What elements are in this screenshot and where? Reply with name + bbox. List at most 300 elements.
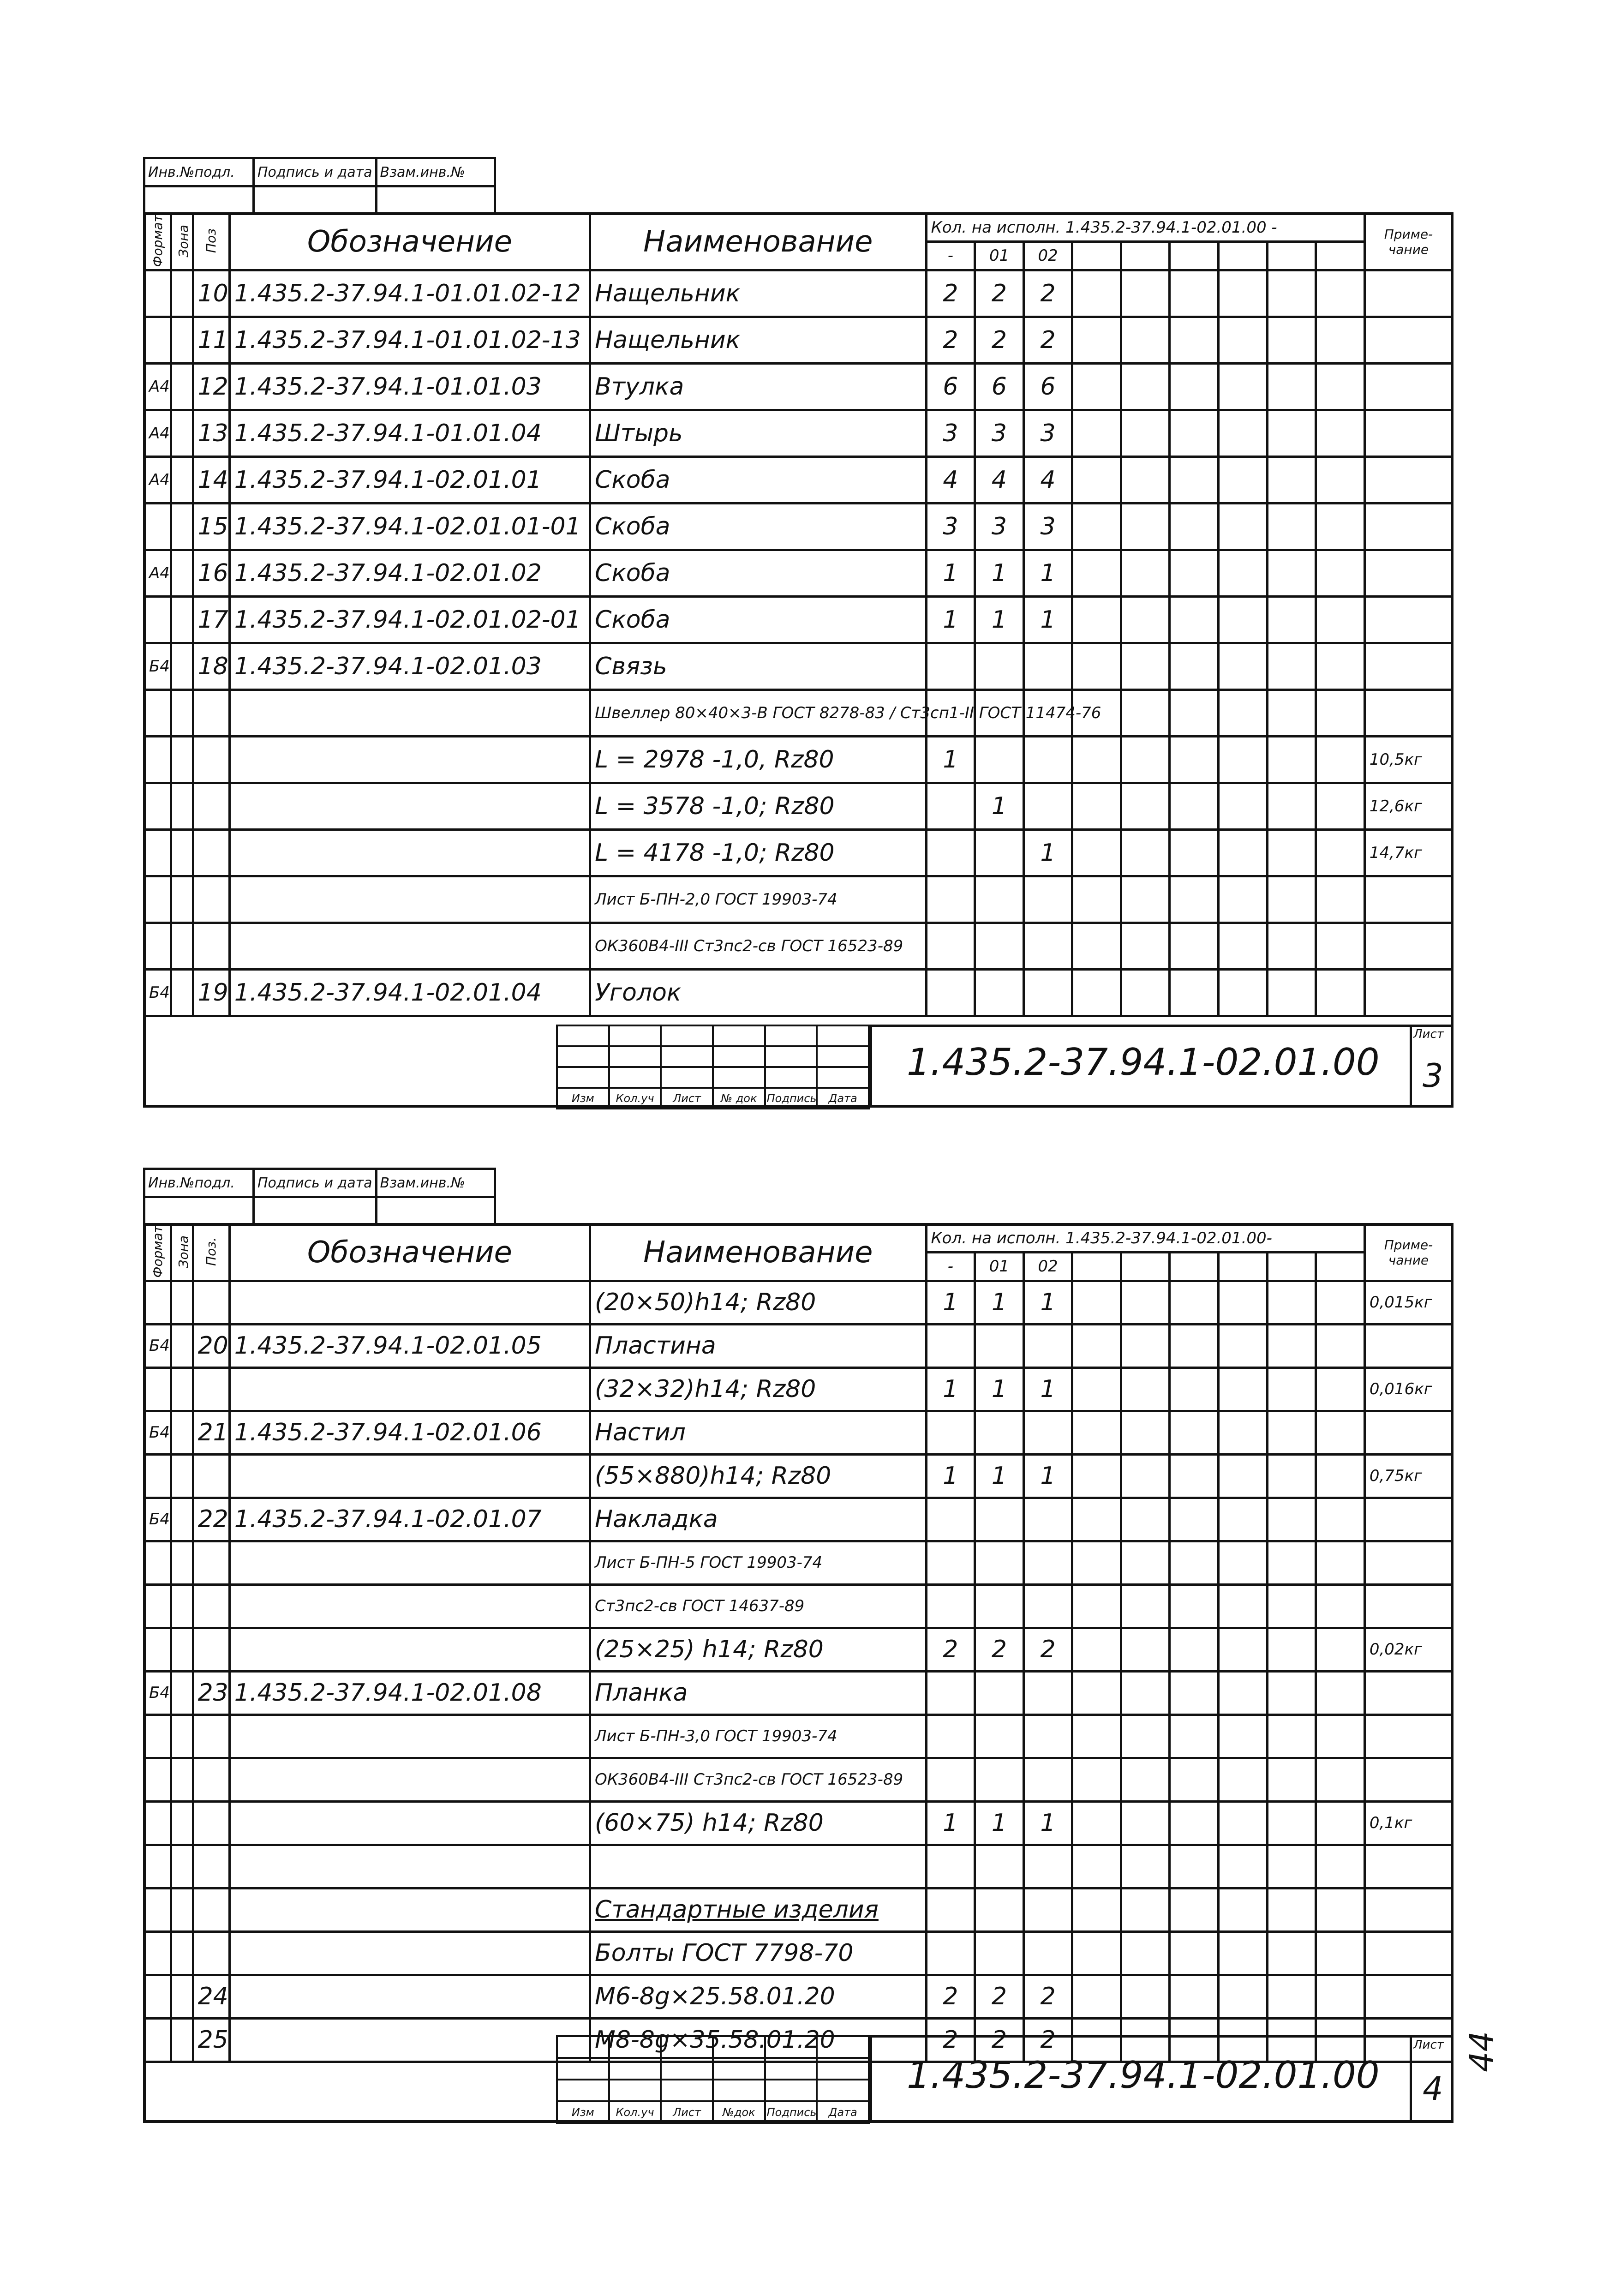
- position-cell: 25: [193, 2018, 229, 2062]
- qty-cell-empty: [1072, 643, 1121, 689]
- sheet-label: Лист: [1413, 2038, 1444, 2052]
- qty-cell-empty: [1170, 783, 1219, 829]
- note-cell: [1364, 456, 1452, 503]
- qty-cell-empty: [1219, 1975, 1268, 2018]
- format-cell: Б4: [144, 969, 171, 1016]
- qty-cell: [926, 1584, 975, 1628]
- format-cell: [144, 2018, 171, 2062]
- zone-cell: [171, 363, 193, 410]
- qty-cell-empty: [1072, 503, 1121, 550]
- qty-cell: [975, 1888, 1024, 1931]
- qty-cell: 6: [926, 363, 975, 410]
- qty-cell-empty: [1267, 1801, 1316, 1845]
- qty-cell-empty: [1267, 876, 1316, 923]
- note-cell: [1364, 876, 1452, 923]
- col-qty-header: Кол. на исполн. 1.435.2-37.94.1-02.01.00-: [926, 1224, 1364, 1253]
- qty-cell: [975, 1671, 1024, 1715]
- format-cell: [144, 876, 171, 923]
- qty-cell-empty: [1121, 876, 1170, 923]
- qty-cell-empty: [1121, 596, 1170, 643]
- qty-cell: [975, 923, 1024, 969]
- note-cell: [1364, 1411, 1452, 1454]
- position-cell: 16: [193, 550, 229, 596]
- table-row: [144, 503, 1453, 550]
- table-row: [144, 1324, 1453, 1367]
- tb-label: Кол.уч: [609, 1088, 661, 1109]
- inv-cell: Подпись и дата: [254, 1169, 377, 1197]
- designation-cell: [229, 1454, 590, 1498]
- qty-cell: [926, 1758, 975, 1801]
- qty-cell-empty: [1072, 456, 1121, 503]
- qty-cell-empty: [1316, 1671, 1365, 1715]
- position-cell: [193, 1715, 229, 1758]
- qty-cell-empty: [1170, 503, 1219, 550]
- qty-cell: [1023, 1324, 1072, 1367]
- designation-cell: 1.435.2-37.94.1-02.01.06: [229, 1411, 590, 1454]
- qty-cell: 4: [1023, 456, 1072, 503]
- qty-cell-empty: [1072, 1454, 1121, 1498]
- position-cell: [193, 1801, 229, 1845]
- note-cell: 10,5кг: [1364, 736, 1452, 783]
- qty-cell-empty: [1219, 1931, 1268, 1975]
- qty-cell: 1: [1023, 1454, 1072, 1498]
- table-row: [144, 1541, 1453, 1584]
- qty-cell: [926, 1498, 975, 1541]
- note-cell: 0,015кг: [1364, 1281, 1452, 1324]
- qty-cell-empty: [1121, 1758, 1170, 1801]
- qty-cell-empty: [1121, 1845, 1170, 1888]
- qty-cell-empty: [1121, 1584, 1170, 1628]
- qty-cell-empty: [1072, 876, 1121, 923]
- sheet-number: 4: [1423, 2070, 1443, 2108]
- col-pos: Поз: [193, 214, 229, 270]
- qty-cell: [975, 643, 1024, 689]
- qty-cell-empty: [1316, 876, 1365, 923]
- qty-cell-empty: [1219, 1324, 1268, 1367]
- qty-cell-empty: [1316, 1411, 1365, 1454]
- designation-cell: [229, 1541, 590, 1584]
- col-zone: Зона: [171, 1224, 193, 1281]
- qty-cell-empty: [1316, 503, 1365, 550]
- col-note: Приме-чание: [1364, 1224, 1452, 1281]
- format-cell: Б4: [144, 1324, 171, 1367]
- qty-cell-empty: [1170, 1584, 1219, 1628]
- zone-cell: [171, 550, 193, 596]
- qty-cell-empty: [1267, 1584, 1316, 1628]
- format-cell: A4: [144, 363, 171, 410]
- zone-cell: [171, 1845, 193, 1888]
- qty-cell-empty: [1267, 363, 1316, 410]
- qty-cell: 4: [926, 456, 975, 503]
- zone-cell: [171, 1671, 193, 1715]
- qty-cell-empty: [1170, 1454, 1219, 1498]
- qty-cell-empty: [1267, 1628, 1316, 1671]
- tb-label: Кол.уч: [609, 2101, 661, 2123]
- qty-cell-empty: [1316, 923, 1365, 969]
- table-row: [144, 1888, 1453, 1931]
- qty-cell-empty: [1267, 1367, 1316, 1411]
- name-cell: Планка: [590, 1671, 927, 1715]
- qty-cell-empty: [1267, 783, 1316, 829]
- designation-cell: [229, 1367, 590, 1411]
- qty-cell-empty: [1219, 689, 1268, 736]
- qty-cell-empty: [1267, 643, 1316, 689]
- designation-cell: [229, 1281, 590, 1324]
- qty-cell: 6: [975, 363, 1024, 410]
- qty-cell-empty: [1316, 1498, 1365, 1541]
- zone-cell: [171, 456, 193, 503]
- designation-cell: 1.435.2-37.94.1-02.01.08: [229, 1671, 590, 1715]
- variant-header-empty: [1170, 242, 1219, 270]
- zone-cell: [171, 1367, 193, 1411]
- name-cell: ОК360В4-III Ст3пс2-св ГОСТ 16523-89: [590, 923, 927, 969]
- zone-cell: [171, 596, 193, 643]
- designation-cell: 1.435.2-37.94.1-01.01.04: [229, 410, 590, 456]
- designation-cell: 1.435.2-37.94.1-02.01.04: [229, 969, 590, 1016]
- zone-cell: [171, 1628, 193, 1671]
- qty-cell-empty: [1170, 1845, 1219, 1888]
- table-row: [144, 1671, 1453, 1715]
- qty-cell-empty: [1170, 1931, 1219, 1975]
- qty-cell-empty: [1121, 1715, 1170, 1758]
- qty-cell: 1: [926, 1454, 975, 1498]
- qty-cell-empty: [1072, 1758, 1121, 1801]
- qty-cell-empty: [1219, 1801, 1268, 1845]
- qty-cell-empty: [1316, 410, 1365, 456]
- qty-cell-empty: [1267, 1498, 1316, 1541]
- table-row: [144, 317, 1453, 363]
- format-cell: [144, 1801, 171, 1845]
- qty-cell-empty: [1170, 1411, 1219, 1454]
- qty-cell: [975, 1541, 1024, 1584]
- qty-cell: [926, 923, 975, 969]
- variant-header-empty: [1121, 1253, 1170, 1281]
- qty-cell: [975, 876, 1024, 923]
- zone-cell: [171, 1888, 193, 1931]
- variant-header-empty: [1267, 1253, 1316, 1281]
- name-cell: L = 2978 -1,0, Rz80: [590, 736, 927, 783]
- qty-cell: 2: [926, 1975, 975, 2018]
- qty-cell-empty: [1170, 923, 1219, 969]
- qty-cell: 1: [1023, 829, 1072, 876]
- qty-cell-empty: [1267, 503, 1316, 550]
- format-cell: A4: [144, 456, 171, 503]
- qty-cell-empty: [1267, 1281, 1316, 1324]
- qty-cell-empty: [1072, 410, 1121, 456]
- format-cell: [144, 1367, 171, 1411]
- qty-cell-empty: [1316, 1324, 1365, 1367]
- format-cell: [144, 270, 171, 317]
- qty-cell-empty: [1219, 643, 1268, 689]
- name-cell: (55×880)h14; Rz80: [590, 1454, 927, 1498]
- qty-cell-empty: [1267, 736, 1316, 783]
- qty-cell-empty: [1267, 1671, 1316, 1715]
- qty-cell: [1023, 783, 1072, 829]
- qty-cell-empty: [1316, 1801, 1365, 1845]
- qty-cell: [926, 1541, 975, 1584]
- margin-mark: 44: [1463, 2031, 1501, 2072]
- name-cell: Лист Б-ПН-2,0 ГОСТ 19903-74: [590, 876, 927, 923]
- qty-cell-empty: [1121, 923, 1170, 969]
- qty-cell-empty: [1316, 1715, 1365, 1758]
- qty-cell: [926, 1888, 975, 1931]
- table-row: [144, 1498, 1453, 1541]
- qty-cell-empty: [1170, 270, 1219, 317]
- qty-cell-empty: [1121, 1671, 1170, 1715]
- note-cell: [1364, 317, 1452, 363]
- qty-cell: [1023, 1758, 1072, 1801]
- qty-cell: [926, 876, 975, 923]
- zone-cell: [171, 270, 193, 317]
- col-qty-header: Кол. на исполн. 1.435.2-37.94.1-02.01.00 -: [926, 214, 1364, 242]
- designation-cell: 1.435.2-37.94.1-02.01.05: [229, 1324, 590, 1367]
- position-cell: [193, 829, 229, 876]
- qty-cell-empty: [1072, 1541, 1121, 1584]
- qty-cell-empty: [1316, 1281, 1365, 1324]
- zone-cell: [171, 317, 193, 363]
- qty-cell-empty: [1170, 876, 1219, 923]
- qty-cell-empty: [1219, 1498, 1268, 1541]
- note-cell: [1364, 1931, 1452, 1975]
- inv-cell: Взам.инв.№: [376, 158, 495, 186]
- inv-cell: Подпись и дата: [254, 158, 377, 186]
- position-cell: [193, 689, 229, 736]
- position-cell: 11: [193, 317, 229, 363]
- qty-cell-empty: [1316, 1931, 1365, 1975]
- qty-cell-empty: [1219, 1584, 1268, 1628]
- table-row: [144, 1758, 1453, 1801]
- name-cell: Болты ГОСТ 7798-70: [590, 1931, 927, 1975]
- inv-cell-empty: [144, 186, 254, 215]
- name-cell: (60×75) h14; Rz80: [590, 1801, 927, 1845]
- note-cell: [1364, 1324, 1452, 1367]
- position-cell: 23: [193, 1671, 229, 1715]
- qty-cell: [1023, 1845, 1072, 1888]
- note-cell: 0,016кг: [1364, 1367, 1452, 1411]
- name-cell: Настил: [590, 1411, 927, 1454]
- format-cell: [144, 829, 171, 876]
- qty-cell-empty: [1170, 829, 1219, 876]
- zone-cell: [171, 643, 193, 689]
- qty-cell: 4: [975, 456, 1024, 503]
- designation-cell: [229, 1584, 590, 1628]
- inv-cell-empty: [254, 186, 377, 215]
- name-cell: (32×32)h14; Rz80: [590, 1367, 927, 1411]
- qty-cell-empty: [1072, 1671, 1121, 1715]
- note-cell: 14,7кг: [1364, 829, 1452, 876]
- variant-header: 01: [975, 1253, 1024, 1281]
- qty-cell: [975, 1758, 1024, 1801]
- qty-cell-empty: [1267, 923, 1316, 969]
- name-cell: Накладка: [590, 1498, 927, 1541]
- name-cell: Втулка: [590, 363, 927, 410]
- qty-cell-empty: [1072, 317, 1121, 363]
- col-designation: Обозначение: [229, 214, 590, 270]
- qty-cell-empty: [1316, 1454, 1365, 1498]
- zone-cell: [171, 2018, 193, 2062]
- qty-cell-empty: [1072, 596, 1121, 643]
- spec-table: [143, 212, 1453, 1017]
- qty-cell-empty: [1121, 1931, 1170, 1975]
- qty-cell: 1: [926, 736, 975, 783]
- title-block: [556, 2035, 1453, 2123]
- qty-cell-empty: [1316, 1367, 1365, 1411]
- table-row: [144, 1975, 1453, 2018]
- table-row: [144, 1845, 1453, 1888]
- position-cell: 10: [193, 270, 229, 317]
- inv-cell: Инв.№подл.: [144, 158, 254, 186]
- qty-cell-empty: [1121, 783, 1170, 829]
- designation-cell: 1.435.2-37.94.1-02.01.02-01: [229, 596, 590, 643]
- qty-cell: [926, 969, 975, 1016]
- qty-cell-empty: [1316, 317, 1365, 363]
- qty-cell-empty: [1316, 736, 1365, 783]
- note-cell: [1364, 410, 1452, 456]
- tb-label: Подпись: [765, 2101, 817, 2123]
- name-cell: L = 4178 -1,0; Rz80: [590, 829, 927, 876]
- name-cell: Штырь: [590, 410, 927, 456]
- qty-cell: 2: [926, 2018, 975, 2062]
- name-cell: М8-8g×35.58.01.20: [590, 2018, 927, 2062]
- qty-cell: [975, 1498, 1024, 1541]
- qty-cell-empty: [1316, 270, 1365, 317]
- name-cell: ОК360В4-III Ст3пс2-св ГОСТ 16523-89: [590, 1758, 927, 1801]
- designation-cell: [229, 1628, 590, 1671]
- qty-cell-empty: [1170, 1628, 1219, 1671]
- format-cell: [144, 923, 171, 969]
- qty-cell-empty: [1121, 1281, 1170, 1324]
- note-cell: [1364, 1888, 1452, 1931]
- position-cell: 20: [193, 1324, 229, 1367]
- revision-grid: [556, 1025, 870, 1109]
- qty-cell-empty: [1267, 1324, 1316, 1367]
- qty-cell-empty: [1072, 1324, 1121, 1367]
- qty-cell-empty: [1072, 1931, 1121, 1975]
- qty-cell-empty: [1316, 1758, 1365, 1801]
- designation-cell: [229, 783, 590, 829]
- position-cell: [193, 1541, 229, 1584]
- name-cell: Скоба: [590, 456, 927, 503]
- qty-cell-empty: [1170, 1758, 1219, 1801]
- qty-cell-empty: [1219, 923, 1268, 969]
- qty-cell: 1: [975, 1281, 1024, 1324]
- qty-cell: 2: [975, 1975, 1024, 2018]
- qty-cell-empty: [1170, 1715, 1219, 1758]
- qty-cell-empty: [1121, 317, 1170, 363]
- position-cell: 15: [193, 503, 229, 550]
- format-cell: [144, 1931, 171, 1975]
- qty-cell: 1: [1023, 1281, 1072, 1324]
- position-cell: 22: [193, 1498, 229, 1541]
- position-cell: 18: [193, 643, 229, 689]
- col-zone: Зона: [171, 214, 193, 270]
- qty-cell-empty: [1316, 1541, 1365, 1584]
- qty-cell-empty: [1121, 1498, 1170, 1541]
- table-row: [144, 456, 1453, 503]
- qty-cell: 1: [1023, 550, 1072, 596]
- qty-cell-empty: [1121, 1975, 1170, 2018]
- qty-cell-empty: [1170, 550, 1219, 596]
- qty-cell-empty: [1267, 270, 1316, 317]
- table-row: [144, 596, 1453, 643]
- tb-label: Изм: [557, 2101, 609, 2123]
- tb-label: Подпись: [765, 1088, 817, 1109]
- variant-header: -: [926, 1253, 975, 1281]
- note-cell: [1364, 1975, 1452, 2018]
- format-cell: [144, 596, 171, 643]
- qty-cell-empty: [1121, 1801, 1170, 1845]
- designation-cell: 1.435.2-37.94.1-01.01.03: [229, 363, 590, 410]
- qty-cell-empty: [1072, 550, 1121, 596]
- name-cell: Швеллер 80×40×3-В ГОСТ 8278-83 / Ст3сп1-II ГОСТ 11474-76: [590, 689, 927, 736]
- format-cell: [144, 1715, 171, 1758]
- qty-cell-empty: [1072, 1411, 1121, 1454]
- qty-cell: [1023, 736, 1072, 783]
- name-cell: Лист Б-ПН-5 ГОСТ 19903-74: [590, 1541, 927, 1584]
- qty-cell-empty: [1267, 1888, 1316, 1931]
- qty-cell-empty: [1267, 1411, 1316, 1454]
- table-row: [144, 689, 1453, 736]
- revision-grid: [556, 2035, 870, 2124]
- qty-cell-empty: [1219, 876, 1268, 923]
- zone-cell: [171, 1758, 193, 1801]
- qty-cell-empty: [1170, 1541, 1219, 1584]
- qty-cell: 3: [926, 410, 975, 456]
- qty-cell-empty: [1121, 969, 1170, 1016]
- qty-cell: [975, 1715, 1024, 1758]
- tb-label: Изм: [557, 1088, 609, 1109]
- qty-cell: [926, 1715, 975, 1758]
- qty-cell: 2: [1023, 317, 1072, 363]
- qty-cell: [1023, 876, 1072, 923]
- position-cell: [193, 1584, 229, 1628]
- designation-cell: 1.435.2-37.94.1-01.01.02-12: [229, 270, 590, 317]
- zone-cell: [171, 1498, 193, 1541]
- note-cell: [1364, 643, 1452, 689]
- qty-cell-empty: [1121, 503, 1170, 550]
- tb-label: Дата: [817, 1088, 869, 1109]
- position-cell: [193, 1758, 229, 1801]
- qty-cell-empty: [1121, 689, 1170, 736]
- qty-cell: [926, 783, 975, 829]
- inv-cell-empty: [254, 1197, 377, 1225]
- format-cell: [144, 1584, 171, 1628]
- qty-cell: 1: [1023, 596, 1072, 643]
- position-cell: [193, 876, 229, 923]
- variant-header-empty: [1219, 242, 1268, 270]
- zone-cell: [171, 1281, 193, 1324]
- qty-cell-empty: [1072, 1801, 1121, 1845]
- qty-cell-empty: [1267, 1758, 1316, 1801]
- qty-cell: 1: [975, 1801, 1024, 1845]
- position-cell: [193, 1454, 229, 1498]
- spec-rows: [144, 1281, 1453, 2062]
- qty-cell-empty: [1316, 1888, 1365, 1931]
- qty-cell-empty: [1072, 1975, 1121, 2018]
- designation-cell: [229, 689, 590, 736]
- qty-cell: [1023, 1584, 1072, 1628]
- sheet-label: Лист: [1413, 1027, 1444, 1041]
- qty-cell-empty: [1170, 363, 1219, 410]
- qty-cell-empty: [1072, 1888, 1121, 1931]
- qty-cell: [975, 1411, 1024, 1454]
- format-cell: [144, 1281, 171, 1324]
- qty-cell-empty: [1219, 1758, 1268, 1801]
- title-block: [556, 1025, 1453, 1108]
- name-cell: Скоба: [590, 503, 927, 550]
- table-row: [144, 876, 1453, 923]
- table-row: [144, 1628, 1453, 1671]
